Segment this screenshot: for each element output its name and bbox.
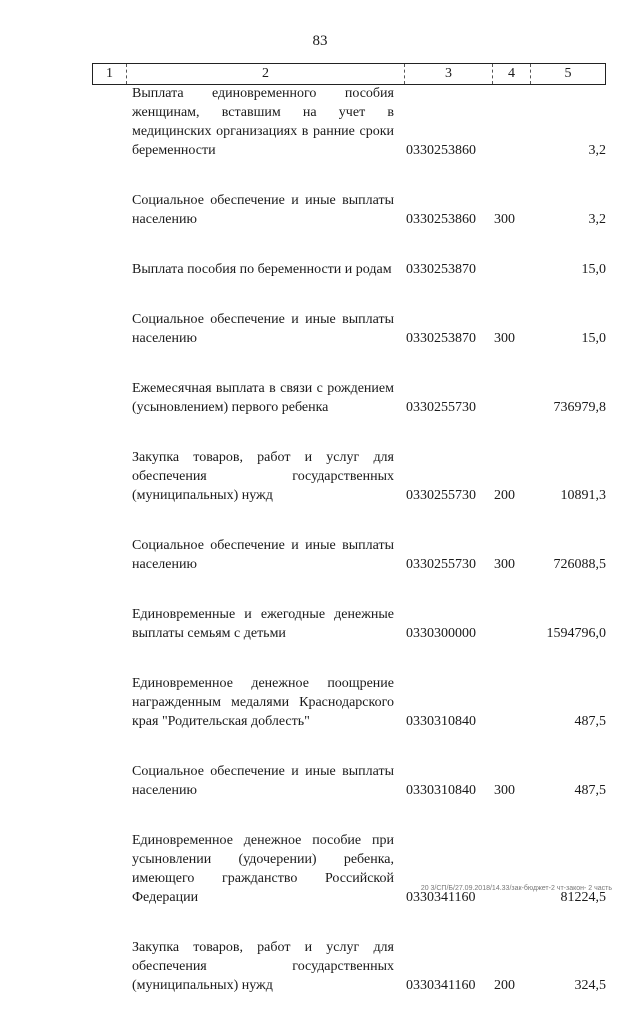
table-row: [0, 831, 640, 907]
row-amount: 736979,8: [553, 400, 606, 415]
row-description: Выплата пособия по беременности и родам: [132, 262, 392, 277]
row-description: Социальное обеспечение и иные выплаты населению: [132, 764, 394, 798]
row-amount: 487,5: [574, 714, 606, 729]
table-row: [0, 536, 640, 574]
row-type: 200: [494, 488, 515, 503]
header-col-5: 5: [530, 64, 606, 84]
table-row: [0, 605, 640, 643]
row-description: Ежемесячная выплата в связи с рождением (усыновлением) первого ребенка: [132, 381, 394, 415]
row-amount: 3,2: [588, 143, 606, 158]
row-code: 0330341160: [406, 890, 476, 905]
table-row: [0, 674, 640, 731]
row-amount: 487,5: [574, 783, 606, 798]
row-code: 0330253860: [406, 143, 476, 158]
row-description: Закупка товаров, работ и услуг для обеспечения государственных (муниципальных) нужд: [132, 450, 394, 503]
row-code: 0330253870: [406, 262, 476, 277]
row-amount: 81224,5: [560, 890, 606, 905]
row-description: Социальное обеспечение и иные выплаты населению: [132, 193, 394, 227]
row-description: Единовременные и ежегодные денежные выплаты семьям с детьми: [132, 607, 394, 641]
row-amount: 1594796,0: [546, 626, 606, 641]
row-type: 300: [494, 212, 515, 227]
table-row: [0, 938, 640, 995]
row-amount: 15,0: [581, 331, 606, 346]
row-description: Единовременное денежное поощрение награжденным медалями Краснодарского края "Родительская доблесть": [132, 676, 394, 729]
row-code: 0330255730: [406, 488, 476, 503]
row-code: 0330253870: [406, 331, 476, 346]
table-row: [0, 84, 640, 160]
table-row: [0, 379, 640, 417]
header-col-4: 4: [492, 64, 530, 84]
row-description: Закупка товаров, работ и услуг для обеспечения государственных (муниципальных) нужд: [132, 940, 394, 993]
row-type: 300: [494, 331, 515, 346]
row-description: Выплата единовременного пособия женщинам, вставшим на учет в медицинских организациях в ранние сроки беременности: [132, 86, 394, 158]
table-header: [92, 63, 606, 85]
header-col-2: 2: [126, 64, 404, 84]
table-row: [0, 310, 640, 348]
row-type: 200: [494, 978, 515, 993]
row-code: 0330255730: [406, 557, 476, 572]
table-row: [0, 762, 640, 800]
row-description: Социальное обеспечение и иные выплаты населению: [132, 312, 394, 346]
page-number: 83: [312, 33, 328, 49]
row-amount: 726088,5: [553, 557, 606, 572]
footer-file-reference: 20 3/СП/Б/27.09.2018/14.33/зак-бюджет-2 чт-закон- 2 часть: [420, 885, 612, 892]
row-code: 0330253860: [406, 212, 476, 227]
row-code: 0330255730: [406, 400, 476, 415]
row-amount: 15,0: [581, 262, 606, 277]
row-amount: 10891,3: [560, 488, 606, 503]
header-col-3: 3: [404, 64, 492, 84]
row-description: Единовременное денежное пособие при усыновлении (удочерении) ребенка, имеющего гражданство Российской Федерации: [132, 833, 394, 905]
row-type: 300: [494, 783, 515, 798]
row-code: 0330341160: [406, 978, 476, 993]
row-code: 0330310840: [406, 714, 476, 729]
row-code: 0330310840: [406, 783, 476, 798]
table-row: [0, 260, 640, 279]
table-row: [0, 448, 640, 505]
table-row: [0, 191, 640, 229]
row-description: Социальное обеспечение и иные выплаты населению: [132, 538, 394, 572]
row-code: 0330300000: [406, 626, 476, 641]
row-amount: 3,2: [588, 212, 606, 227]
header-col-1: 1: [92, 64, 126, 84]
row-amount: 324,5: [574, 978, 606, 993]
row-type: 300: [494, 557, 515, 572]
